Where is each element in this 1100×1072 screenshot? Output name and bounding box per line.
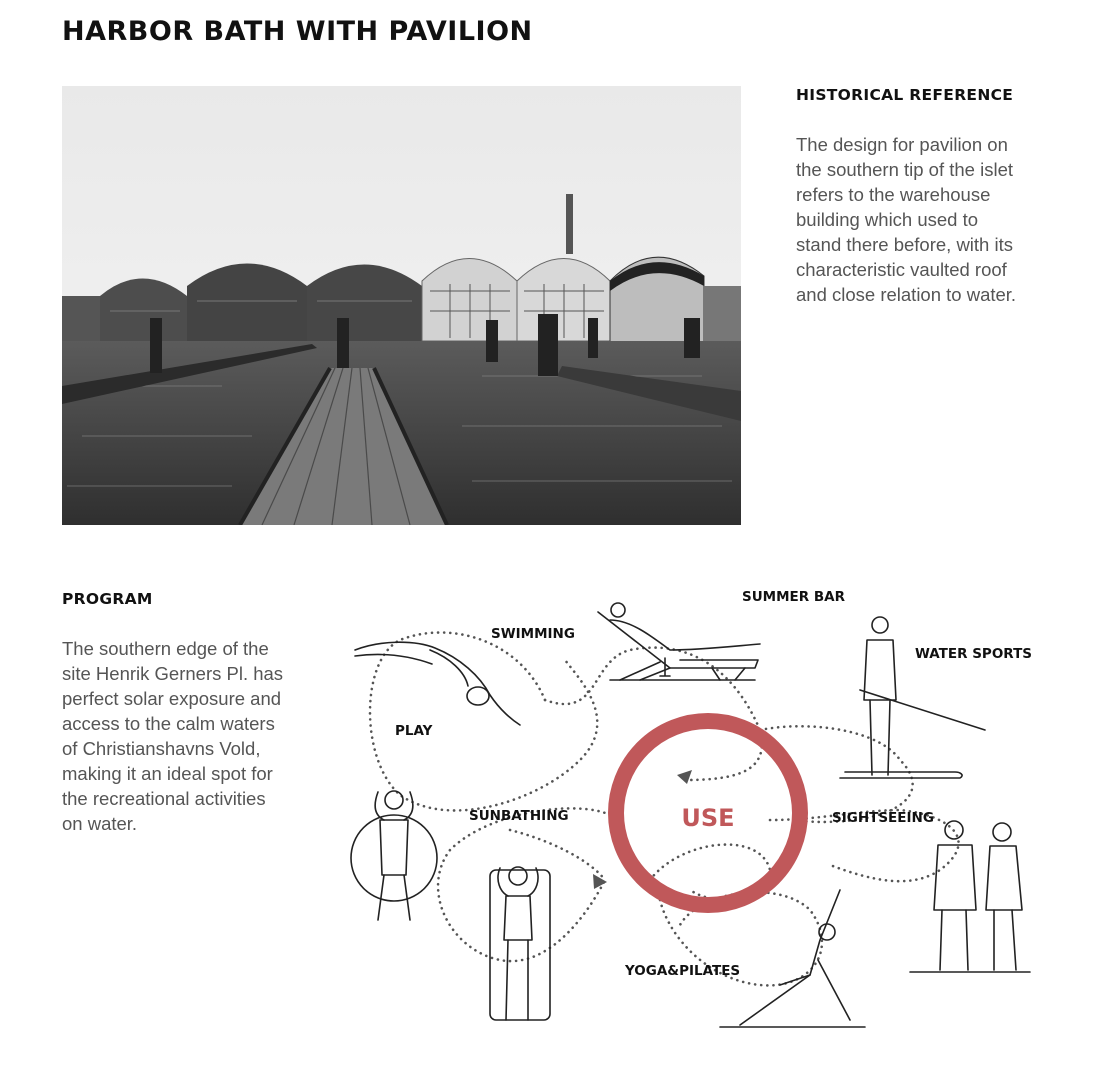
text-line: building which used to	[796, 209, 979, 230]
text-line: of Christianshavns Vold,	[62, 738, 261, 759]
text-line: and close relation to water.	[796, 284, 1017, 305]
summer-bar-lounger-icon	[598, 603, 760, 680]
text-line: the southern tip of the islet	[796, 159, 1013, 180]
text-line: The southern edge of the	[62, 638, 269, 659]
water-sports-label: WATER SPORTS	[915, 646, 1033, 662]
text-line: site Henrik Gerners Pl. has	[62, 663, 284, 684]
program-text	[62, 636, 283, 836]
swimming-label: SWIMMING	[491, 626, 575, 642]
text-line: perfect solar exposure and	[62, 688, 282, 709]
text-line: access to the calm waters	[62, 713, 275, 734]
use-label: USE	[681, 804, 735, 832]
play-label: PLAY	[395, 723, 433, 739]
sunbathing-label: SUNBATHING	[469, 808, 569, 824]
arrow-icon	[677, 770, 692, 784]
sightseeing-couple-icon	[910, 821, 1030, 972]
paddle-boarder-icon	[840, 617, 985, 778]
activity-paths	[370, 633, 959, 986]
text-line: The design for pavilion on	[796, 134, 1008, 155]
historical-reference-text	[796, 132, 1016, 307]
text-line: on water.	[62, 813, 138, 834]
text-line: refers to the warehouse	[796, 184, 991, 205]
historical-photo	[62, 86, 741, 525]
historical-reference-heading: HISTORICAL REFERENCE	[796, 86, 1014, 104]
page-title: HARBOR BATH WITH PAVILION	[62, 16, 533, 47]
yoga-pilates-label: YOGA&PILATES	[625, 963, 741, 979]
text-line: making it an ideal spot for	[62, 763, 273, 784]
program-heading: PROGRAM	[62, 590, 153, 608]
sunbather-icon	[490, 867, 550, 1020]
swimmer-icon	[355, 642, 520, 725]
floating-ring-person-icon	[351, 791, 437, 920]
sightseeing-label: SIGHTSEEING	[832, 810, 934, 826]
text-line: the recreational activities	[62, 788, 266, 809]
summer-bar-label: SUMMER BAR	[742, 589, 846, 605]
text-line: stand there before, with its	[796, 234, 1013, 255]
text-line: characteristic vaulted roof	[796, 259, 1007, 280]
program-diagram	[340, 580, 1060, 1050]
yoga-person-icon	[720, 890, 865, 1027]
